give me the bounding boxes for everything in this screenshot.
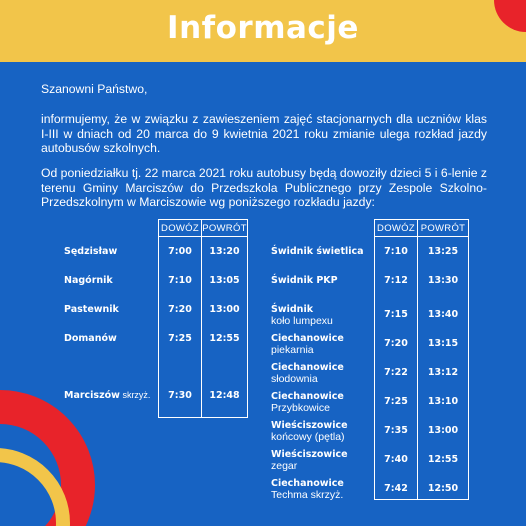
- stop-detail: słodownia: [271, 373, 318, 385]
- stop-name-text: Pastewnik: [64, 304, 119, 315]
- stop-detail: Techma skrzyż.: [271, 489, 344, 501]
- stop-detail: zegar: [271, 460, 298, 472]
- dowoz-time: 7:25: [168, 333, 192, 344]
- stop-name-text: Świdnik: [271, 304, 314, 315]
- paragraph-1: informujemy, że w związku z zawieszeniem zajęć stacjonarnych dla uczniów klas I-III w dniach od 20 marca do 9 kwietnia 2021 roku zmianie ulega rozkład jazdy autobusów szkolnych.: [41, 112, 487, 155]
- stop-name-text: Ciechanowice: [271, 478, 344, 489]
- stop-name: [271, 362, 344, 385]
- header-divider: [374, 236, 469, 237]
- powrot-time: 13:00: [209, 304, 240, 315]
- paragraph-2: Od poniedziałku tj. 22 marca 2021 roku autobusy będą dowoziły dzieci 5 i 6-lenie z terenu Gminy Marciszów do Przedszkola Publicznego przy Zespole Szkolno- Przedszkolnym w Marciszowie wg poniższego rozkładu jazdy:: [41, 166, 487, 209]
- powrot-time: 13:30: [427, 275, 459, 286]
- col-header-dowoz: DOWÓZ: [377, 223, 415, 234]
- dowoz-time: 7:10: [168, 275, 192, 286]
- stop-name: [64, 333, 117, 344]
- stop-name-text: Ciechanowice: [271, 362, 344, 373]
- stop-name: [271, 246, 364, 257]
- stop-name-text: Ciechanowice: [271, 333, 344, 344]
- stop-detail: Przybkowice: [271, 402, 330, 414]
- powrot-time: 13:10: [427, 396, 459, 407]
- stop-name-text: Domanów: [64, 333, 117, 344]
- dowoz-time: 7:35: [384, 425, 408, 436]
- stop-name: [271, 304, 333, 327]
- powrot-time: 12:48: [209, 390, 240, 401]
- powrot-time: 13:00: [427, 425, 459, 436]
- header-divider: [158, 236, 248, 237]
- stop-name: [271, 478, 344, 501]
- stop-name: [271, 391, 344, 414]
- stop-name: [64, 246, 117, 257]
- stop-name-text: Wieściszowice: [271, 420, 348, 431]
- stop-detail: skrzyż.: [119, 390, 151, 400]
- dowoz-time: 7:10: [384, 246, 408, 257]
- page-title: Informacje: [167, 10, 359, 46]
- dowoz-time: 7:20: [168, 304, 192, 315]
- stop-name: [271, 275, 338, 286]
- powrot-time: 13:40: [427, 309, 459, 320]
- stop-name-text: Sędzisław: [64, 246, 118, 257]
- powrot-time: 13:15: [427, 338, 459, 349]
- stop-name: [271, 449, 348, 472]
- stop-name: [64, 390, 150, 401]
- powrot-time: 12:50: [427, 483, 459, 494]
- stop-detail: koło lumpexu: [271, 315, 333, 327]
- col-header-powrot: POWRÓT: [420, 223, 466, 234]
- col-header-dowoz: DOWÓZ: [161, 223, 199, 234]
- greeting: Szanowni Państwo,: [41, 82, 148, 96]
- powrot-time: 13:20: [209, 246, 240, 257]
- stop-name: [64, 275, 113, 286]
- stop-name-text: Świdnik PKP: [271, 275, 338, 286]
- dowoz-time: 7:00: [168, 246, 192, 257]
- dowoz-time: 7:12: [384, 275, 408, 286]
- stop-name: [271, 333, 344, 356]
- dowoz-time: 7:15: [384, 309, 408, 320]
- dowoz-time: 7:40: [384, 454, 408, 465]
- stop-name: [64, 304, 119, 315]
- dowoz-time: 7:20: [384, 338, 408, 349]
- powrot-time: 12:55: [209, 333, 240, 344]
- stop-detail: piekarnia: [271, 344, 314, 356]
- stop-name-text: Wieściszowice: [271, 449, 348, 460]
- stop-name-text: Świdnik świetlica: [271, 246, 364, 257]
- powrot-time: 13:05: [209, 275, 240, 286]
- dowoz-time: 7:25: [384, 396, 408, 407]
- dowoz-time: 7:30: [168, 390, 192, 401]
- powrot-time: 13:12: [427, 367, 459, 378]
- dowoz-time: 7:42: [384, 483, 408, 494]
- stop-name-text: Ciechanowice: [271, 391, 344, 402]
- stop-detail: końcowy (pętla): [271, 431, 345, 443]
- dowoz-time: 7:22: [384, 367, 408, 378]
- powrot-time: 12:55: [427, 454, 459, 465]
- powrot-time: 13:25: [427, 246, 459, 257]
- stop-name-text: Nagórnik: [64, 275, 113, 286]
- col-header-powrot: POWRÓT: [202, 223, 247, 234]
- stop-name: [271, 420, 348, 443]
- stop-name-text: Marciszów: [64, 390, 120, 401]
